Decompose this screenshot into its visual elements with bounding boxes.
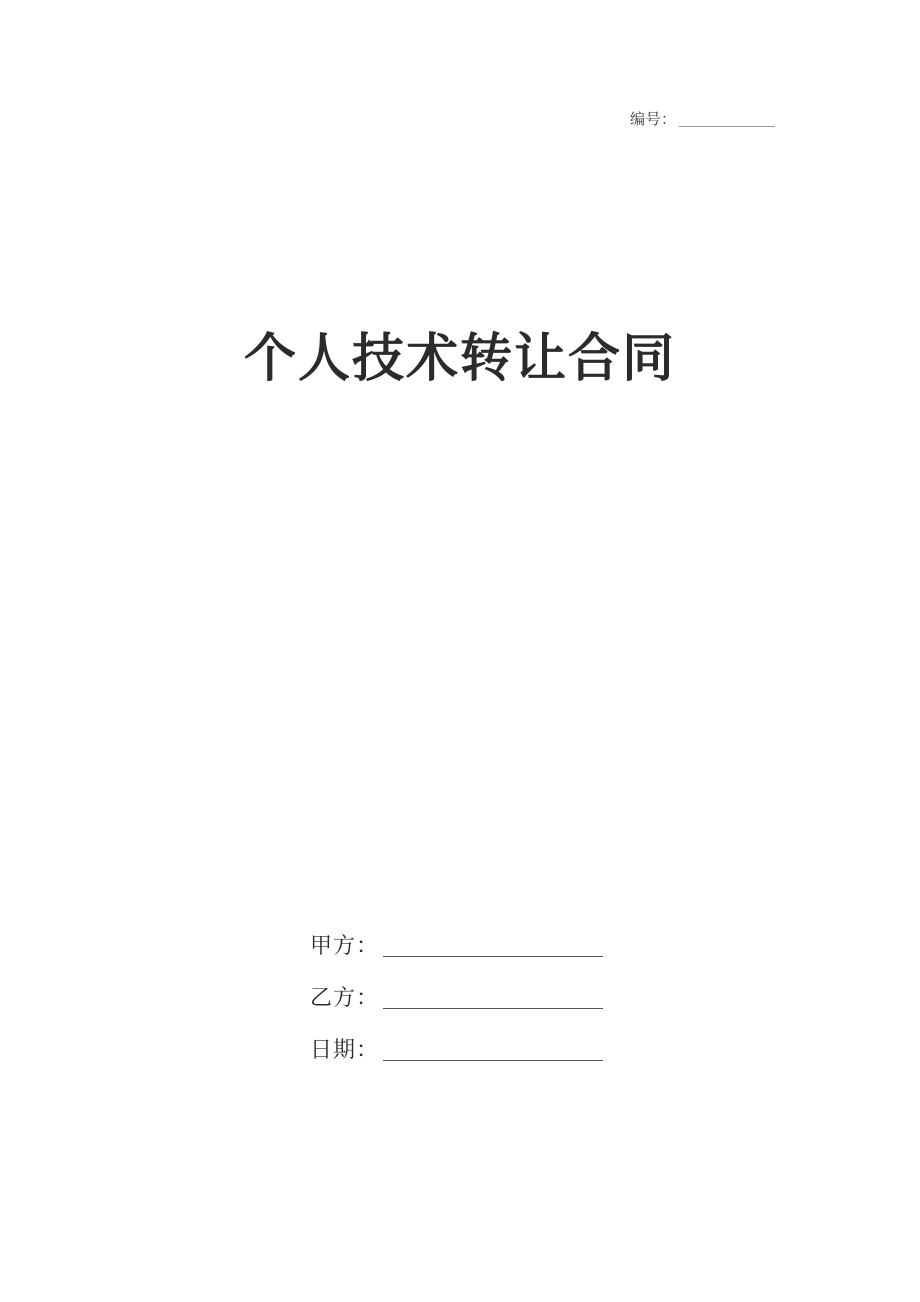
document-number-field	[630, 112, 775, 127]
party-a-label: 甲方：	[310, 933, 380, 958]
document-number-blank[interactable]	[679, 113, 775, 127]
signature-row-date	[310, 1039, 710, 1061]
party-a-blank[interactable]	[383, 936, 603, 957]
signature-row-party-a	[310, 935, 710, 957]
signature-row-party-b	[310, 987, 710, 1009]
page-title: 个人技术转让合同	[243, 330, 676, 388]
party-b-blank[interactable]	[383, 988, 603, 1009]
document-number-label: 编号：	[630, 111, 677, 128]
signature-block	[310, 935, 710, 1061]
date-label: 日期：	[310, 1037, 380, 1062]
party-b-label: 乙方：	[310, 985, 380, 1010]
date-blank[interactable]	[383, 1040, 603, 1061]
